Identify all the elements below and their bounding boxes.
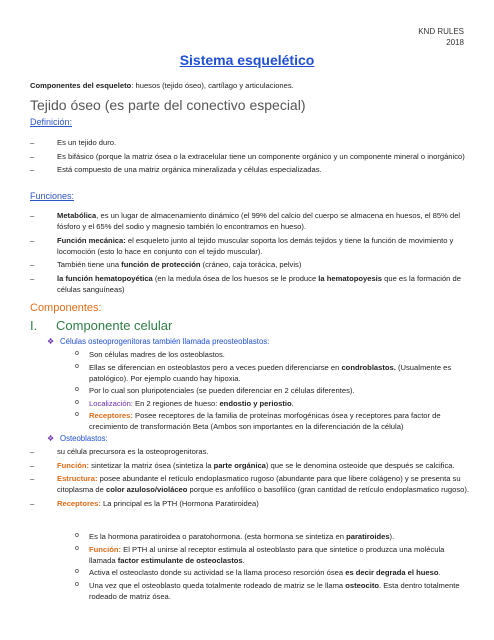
item-text: ). [389,532,395,541]
section-componente-celular [30,318,172,333]
item-text: La principal es la PTH (Hormona Paratiroidea) [100,498,259,508]
item-label: Receptores: [57,498,101,508]
list-item: – su célula precursora es la osteoprogenitoras. [30,446,470,457]
list-item [75,580,470,602]
list-item [30,473,470,495]
list-item: – Es un tejido duro. [30,137,470,148]
item-text: Es la hormona paratiroidea o paratohormona. (esta hormona se sintetiza en [89,532,347,541]
list-item [30,273,470,295]
list-item [30,498,470,509]
bold-term: es decir degrada el hueso [345,568,439,577]
diamond-bullet-icon: ❖ [47,434,54,443]
header-author: KND RULES [418,27,464,36]
section-heading-tejido: Tejido óseo (es parte del conectivo especial) [30,97,306,113]
list-item: o Son células madres de los osteoblastos. [75,349,470,360]
bold-term: Metabólica [57,211,97,220]
item-label: Función: [89,544,122,554]
list-item [75,410,470,432]
bold-term: factor estimulante de osteoclastos [117,555,243,565]
osteoprog-heading [47,337,269,346]
list-item [30,259,470,270]
item-text: porque es anfofilico o basofilico (gran cantidad de retículo endoplasmatico rugoso). [187,485,469,494]
item-label: Estructura: [57,474,98,483]
bold-term: condroblastos. [341,362,396,372]
section-number: I. [30,318,38,333]
list-item [75,531,470,542]
bold-term: función de protección [121,260,201,269]
item-label: Función: [57,460,90,470]
definicion-label: Definición: [30,117,73,127]
item-text: También tiene una [57,260,122,269]
intro-paragraph [30,80,470,91]
item-text: , es un lugar de almacenamiento dinámico (el 99% del calcio del cuerpo se almacena en huesos, el 85% del fósforo y el 65% del sodio y magnesio también lo encontramos en hueso). [57,211,461,231]
item-text: . [438,568,441,577]
item-text: (cráneo, caja torácica, pelvis) [200,260,302,269]
list-item [30,210,470,232]
list-item: – Es bifásico (porque la matriz ósea o la extracelular tiene un componente orgánico y un componente mineral o inorgánico) [30,151,470,162]
list-item: o Por lo cual son pluripotenciales (se pueden diferenciar en 2 células diferentes). [75,385,470,396]
diamond-bullet-icon: ❖ [47,337,54,346]
osteoblastos-heading [47,434,108,443]
list-item [75,362,470,384]
item-text: . [242,555,245,565]
item-text: el esqueleto junto al tejido muscular soporta los demás tejidos y tiene la función de movimiento y locomoción (esto lo hace en conjunto con el tejido muscular). [57,235,454,256]
bold-term: parte orgánica [213,460,266,470]
item-text: Ellas se diferencian en osteoblastos pero a veces pueden diferenciarse en [89,362,342,372]
item-label: Localización: [89,398,133,408]
bold-term: la función hematopoyética [57,273,153,283]
list-item [75,544,470,566]
item-text: (en la medula ósea de los huesos se le produce [152,273,319,283]
list-item [75,398,470,409]
osteoprog-list [75,349,470,434]
item-text: En 2 regiones de hueso: [132,398,220,408]
item-text: Una vez que el osteoblasto queda totalmente rodeado de matriz se le llama [89,580,346,590]
item-text: (Usualmente es patológico). Por ejemplo cuando hay hipoxia. [89,362,452,383]
item-text: ) que se le denomina osteoide que después se calcifica. [265,460,455,470]
header-year: 2018 [446,38,464,47]
item-text: que es la formación de células sanguíneas) [57,273,461,294]
intro-text: : huesos (tejido óseo), cartílago y articulaciones. [131,81,294,90]
item-text: . [291,398,294,408]
item-label: Receptores: [89,411,133,420]
osteoblastos-title: Osteoblastos: [60,434,108,443]
osteoblastos-list [30,446,470,511]
funciones-label: Funciones: [30,191,75,201]
item-text: Activa el osteoclasto donde su actividad se la llama proceso resorción ósea [89,568,346,577]
item-text: Posee receptores de la familia de proteínas morfogénicas ósea y receptores para factor de crecimiento de transformación Beta (Ambos son importantes en la diferenciación de la célula) [89,411,441,431]
document-header [418,26,464,48]
list-item [75,567,470,578]
bold-term: color azuloso/violáceo [105,485,188,494]
list-item [30,460,470,471]
bold-term: Función mecánica: [57,235,126,245]
componentes-heading: Componentes: [30,302,102,314]
list-item: – Está compuesto de una matriz orgánica mineralizada y células especializadas. [30,164,470,175]
list-item [30,235,470,257]
osteoprog-title: Células osteoprogenitoras también llamada preosteoblastos: [60,337,270,346]
bold-term: paratiroides [346,532,390,541]
bold-term: la hematopoyesis [318,273,383,283]
funciones-list [30,210,470,297]
item-text: posee abundante el retículo endoplasmatico rugoso (abundante para que libere colágeno) y se presenta su citoplasma de [57,474,461,494]
bold-term: endostio y periostio [219,398,292,408]
definicion-list [30,137,470,178]
item-text: . Esta dentro totalmente rodeado de matriz ósea. [89,580,460,601]
item-text: El PTH al unirse al receptor estimula al osteoblasto para que sintetice o produzca una molécula llamada [89,544,445,565]
pth-sublist [75,531,470,603]
page-title: Sistema esquelético [179,52,315,68]
intro-label: Componentes del esqueleto [30,81,132,90]
item-text: sintetizar la matriz ósea (sintetiza la [89,460,214,470]
bold-term: osteocito [345,580,379,590]
section-title: Componente celular [56,318,173,333]
